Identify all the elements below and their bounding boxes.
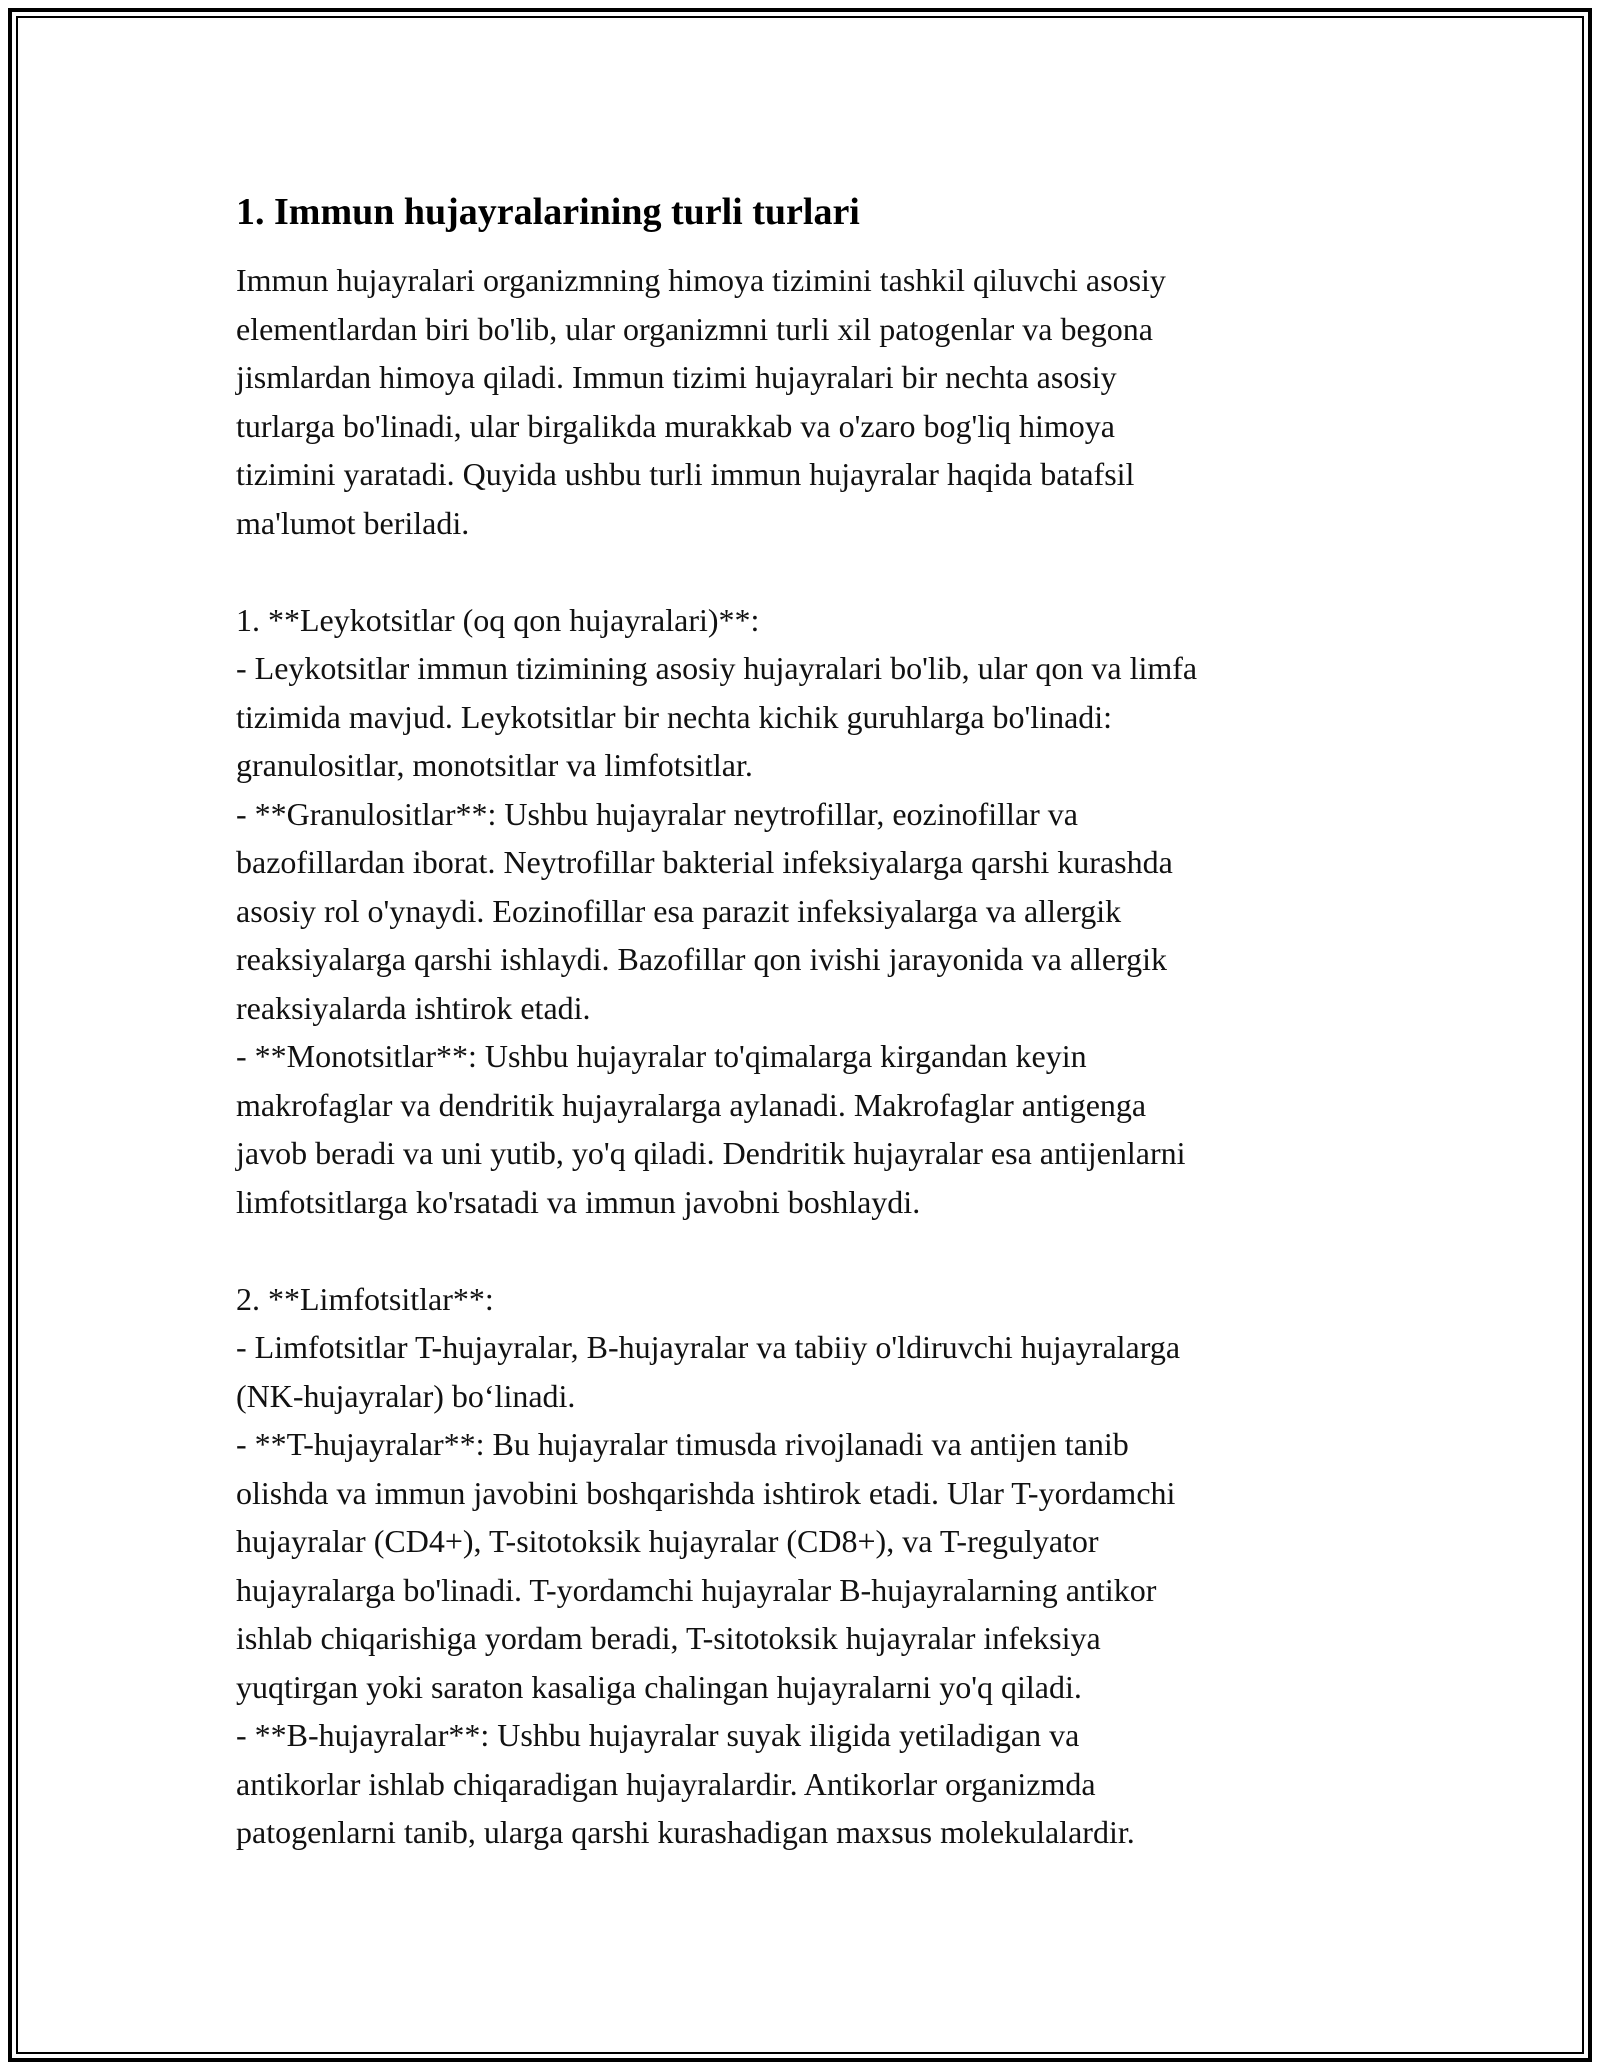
paragraph-spacer — [236, 547, 1376, 596]
intro-paragraph: Immun hujayralari organizmning himoya tizimini tashkil qiluvchi asosiy elementlardan biri bo'lib, ular organizmni turli xil patogenlar va begona jismlardan himoya qiladi. Immun tizimi hujayralari bir nechta asosiy turlarga bo'linadi, ular birgalikda murakkab va o'zaro bog'liq himoya tizimini yaratadi. Quyida ushbu turli immun hujayralar haqida batafsil ma'lumot beriladi. — [236, 262, 1166, 541]
paragraph-spacer — [236, 1226, 1376, 1275]
section-heading: 1. Immun hujayralarining turli turlari — [236, 191, 860, 233]
document-body — [236, 188, 1376, 1857]
lymphocytes-section: 2. **Limfotsitlar**: - Limfotsitlar T-hujayralar, B-hujayralar va tabiiy o'ldiruvchi hujayralarga (NK-hujayralar) bo‘linadi. - **T-hujayralar**: Bu hujayralar timusda rivojlanadi va antijen tanib olishda va immun javobini boshqarishda ishtirok etadi. Ular T-yordamchi hujayralar (CD4+), T-sitotoksik hujayralar (CD8+), va T-regulyator hujayralarga bo'linadi. T-yordamchi hujayralar B-hujayralarning antikor ishlab chiqarishiga yordam beradi, T-sitotoksik hujayralar infeksiya yuqtirgan yoki saraton kasaliga chalingan hujayralarni yo'q qiladi. - **B-hujayralar**: Ushbu hujayralar suyak iligida yetiladigan va antikorlar ishlab chiqaradigan hujayralardir. Antikorlar organizmda patogenlarni tanib, ularga qarshi kurashadigan maxsus molekulalardir. — [236, 1280, 1181, 1850]
leukocytes-section: 1. **Leykotsitlar (oq qon hujayralari)**: - Leykotsitlar immun tizimining asosiy hujayralari bo'lib, ular qon va limfa tizimida mavjud. Leykotsitlar bir nechta kichik guruhlarga bo'linadi: granulositlar, monotsitlar va limfotsitlar. - **Granulositlar**: Ushbu hujayralar neytrofillar, eozinofillar va bazofillardan iborat. Neytrofillar bakterial infeksiyalarga qarshi kurashda asosiy rol o'ynaydi. Eozinofillar esa parazit infeksiyalarga va allergik reaksiyalarga qarshi ishlaydi. Bazofillar qon ivishi jarayonida va allergik reaksiyalarda ishtirok etadi. - **Monotsitlar**: Ushbu hujayralar to'qimalarga kirgandan keyin makrofaglar va dendritik hujayralarga aylanadi. Makrofaglar antigenga javob beradi va uni yutib, yo'q qiladi. Dendritik hujayralar esa antijenlarni limfotsitlarga ko'rsatadi va immun javobni boshlaydi. — [236, 601, 1198, 1220]
